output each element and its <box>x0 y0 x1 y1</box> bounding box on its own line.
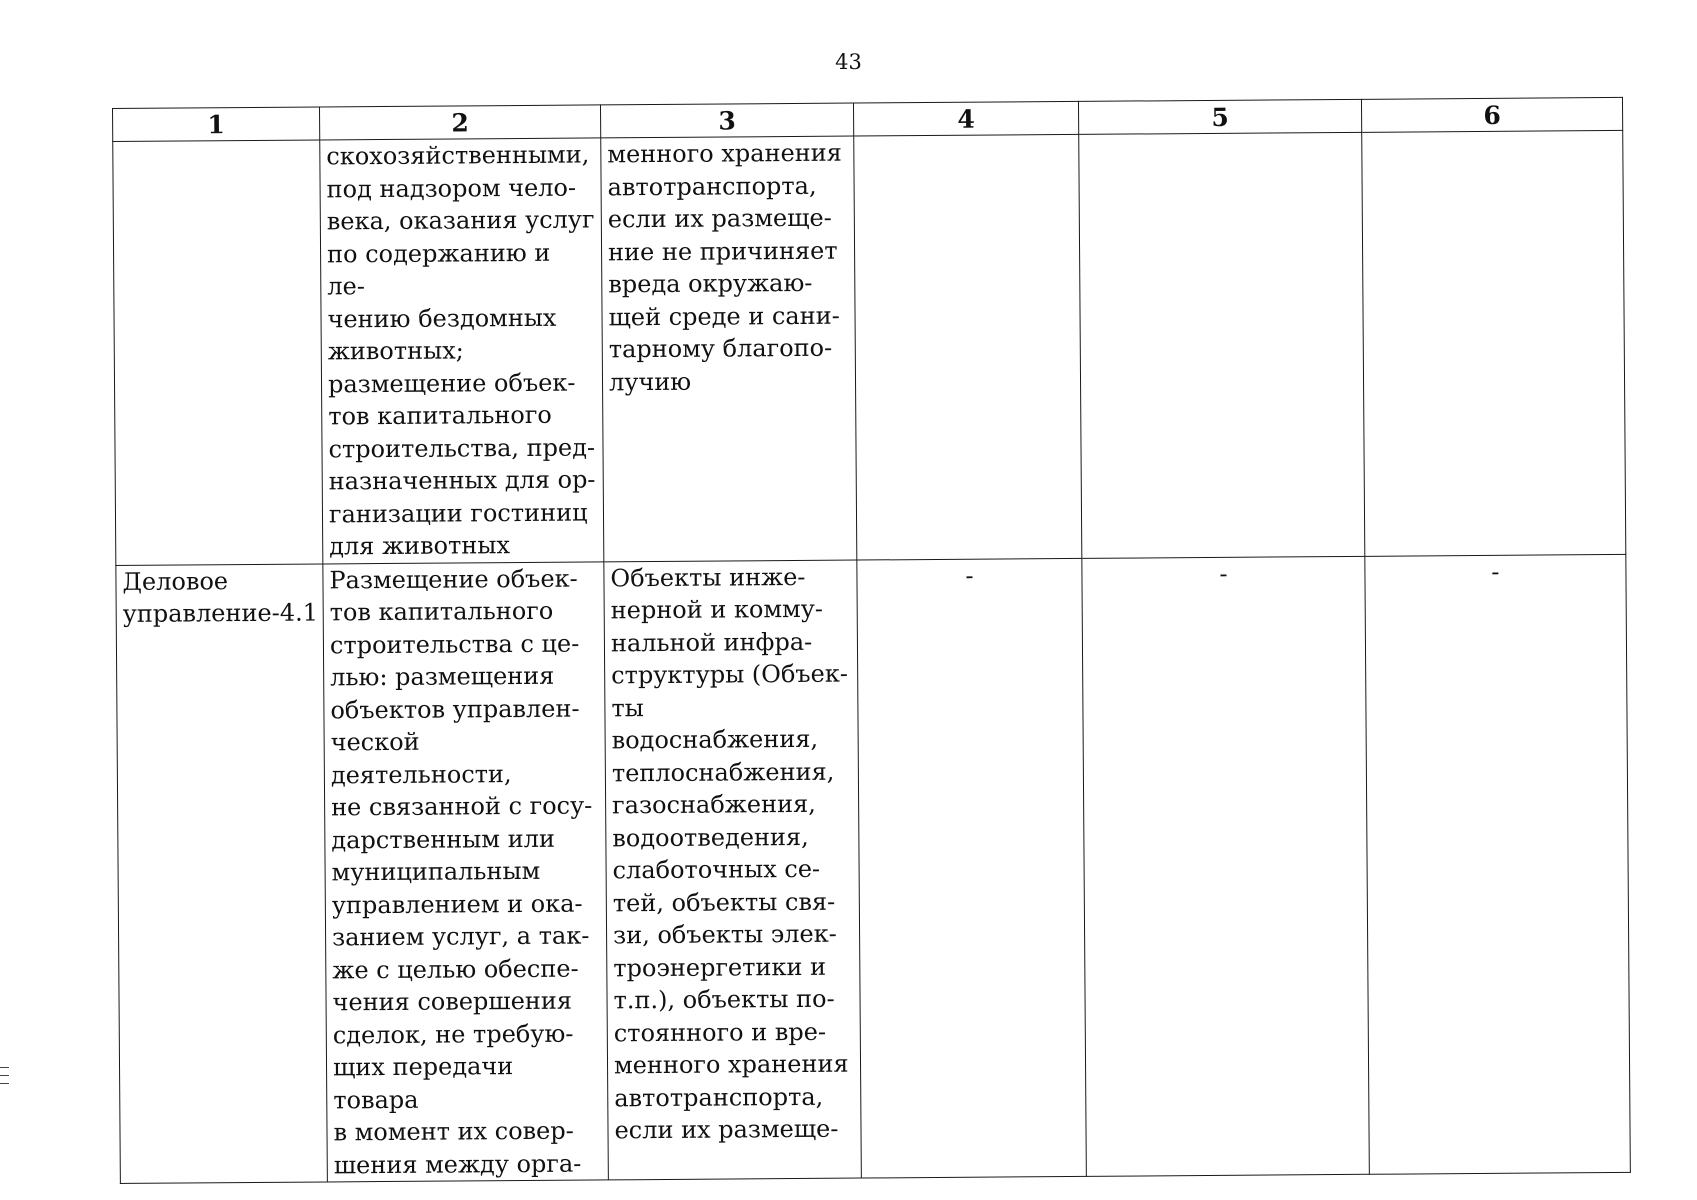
column-header-3: 3 <box>600 103 853 138</box>
column-header-2: 2 <box>319 105 600 140</box>
column-header-4: 4 <box>853 101 1078 136</box>
table-cell <box>1362 130 1626 555</box>
scan-edge-mark <box>0 1075 9 1076</box>
table-cell <box>113 140 323 565</box>
table-row <box>116 554 1630 1184</box>
regulation-table <box>112 97 1631 1184</box>
table-cell: Размещение объек- тов капитального строительства с це- лью: размещения объектов управлен- ческой деятельности, не связанной с госу- дарственным или муниципальным управлением и ока- занием услуг, а так- же с целью обеспе- чения совершения сделок, не требую- щих передачи товара в момент их совер- шения между орга- <box>323 561 609 1182</box>
column-header-5: 5 <box>1078 99 1361 134</box>
table-cell: - <box>1082 556 1370 1177</box>
column-header-1: 1 <box>113 107 320 142</box>
column-header-6: 6 <box>1361 97 1622 132</box>
table-cell <box>1079 132 1365 558</box>
scan-edge-mark <box>0 1067 9 1068</box>
table-row <box>113 130 1626 565</box>
table-cell: Объекты инже- нерной и комму- нальной инфра- структуры (Объек- ты водоснабжения, теплоснабжения, газоснабжения, водоотведения, слаботочных се- тей, объекты свя- зи, объекты элек- троэнергетики и т.п.), объекты по- стоянного и вре- менного хранения автотранспорта, если их размеще- <box>604 560 862 1180</box>
table-cell: менного хранения автотранспорта, если их размеще- ние не причиняет вреда окружаю- щей среде и сани- тарному благопо- лучию <box>601 136 857 561</box>
table-cell <box>854 134 1082 559</box>
table-cell: Деловое управление-4.1 <box>116 563 328 1183</box>
table-cell: - <box>1365 554 1631 1174</box>
table-cell: - <box>857 558 1087 1178</box>
scan-edge-mark <box>0 1083 9 1084</box>
page-number: 43 <box>835 50 862 74</box>
table-cell: скохозяйственными, под надзором чело- века, оказания услуг по содержанию и ле- чению бездомных животных; размещение объек- тов капитального строительства, пред- назначенных для ор- ганизации гостиниц для животных <box>320 138 604 564</box>
